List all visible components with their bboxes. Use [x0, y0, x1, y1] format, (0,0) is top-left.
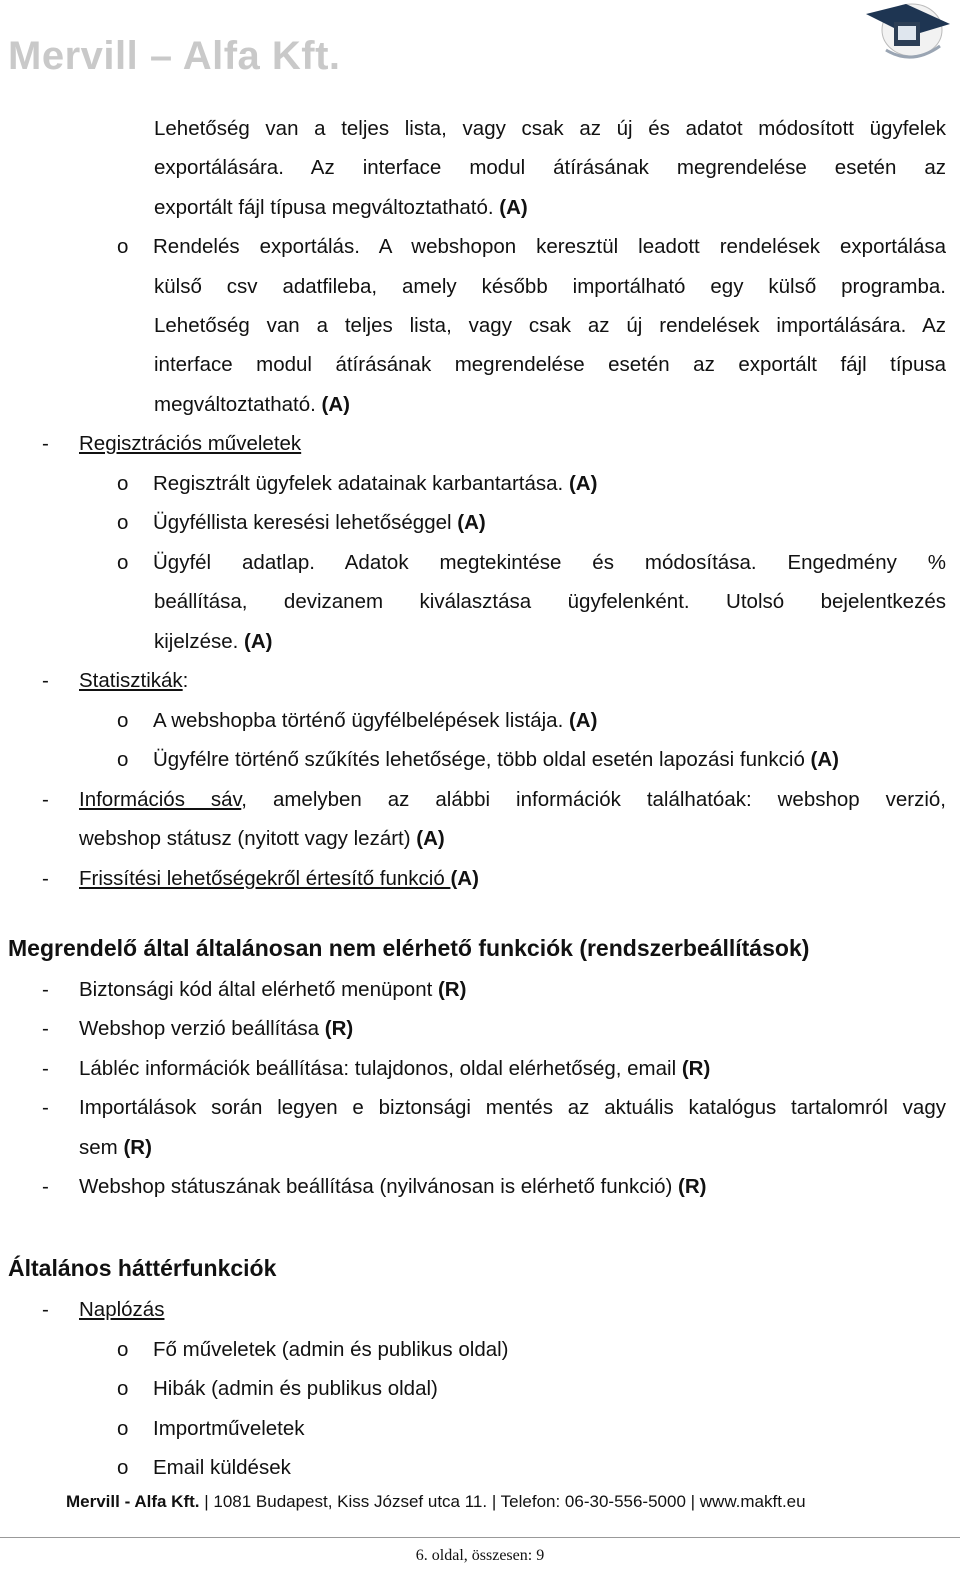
dash-marker: -	[42, 1096, 49, 1119]
paragraph-line: Lehetőség van a teljes lista, vagy csak az új és adatot módosított ügyfelek	[154, 117, 946, 140]
paragraph-line: megváltoztatható. (A)	[154, 393, 350, 416]
dash-marker: -	[42, 1298, 49, 1321]
page-number: 6. oldal, összesen: 9	[415, 1547, 545, 1564]
dash-marker: -	[42, 669, 49, 692]
bullet-marker: o	[117, 1338, 129, 1361]
bullet-marker: o	[117, 551, 129, 574]
bullet-marker: o	[117, 235, 129, 258]
paragraph-line: sem (R)	[79, 1136, 152, 1159]
dash-marker: -	[42, 788, 49, 811]
footer-company: Mervill - Alfa Kft.	[66, 1492, 200, 1511]
bullet-marker: o	[117, 748, 129, 771]
section-frissitesi: Frissítési lehetőségekről értesítő funkció (A)	[79, 867, 479, 890]
dash-marker: -	[42, 867, 49, 890]
section-informacios-sav: Információs sáv, amelyben az alábbi információk találhatóak: webshop verzió,	[79, 788, 946, 811]
paragraph-line: beállítása, devizanem kiválasztása ügyfelenként. Utolsó bejelentkezés	[154, 590, 946, 613]
list-item: Lábléc információk beállítása: tulajdonos, oldal elérhetőség, email (R)	[79, 1057, 711, 1080]
section-regisztracio: Regisztrációs műveletek	[79, 432, 302, 455]
footer-contact: | 1081 Budapest, Kiss József utca 11. | Telefon: 06-30-556-5000 | www.makft.eu	[199, 1492, 806, 1511]
paragraph-line: kijelzése. (A)	[154, 630, 273, 653]
paragraph-line: külső csv adatfileba, amely később importálható egy külső programba.	[154, 275, 946, 298]
list-item: Hibák (admin és publikus oldal)	[153, 1377, 438, 1400]
paragraph-line: interface modul átírásának megrendelése esetén az exportált fájl típusa	[154, 353, 946, 376]
list-item: Ügyfél adatlap. Adatok megtekintése és módosítása. Engedmény %	[153, 551, 946, 574]
page-footer	[66, 1492, 806, 1512]
section-naplozas: Naplózás	[79, 1298, 165, 1321]
bullet-marker: o	[117, 1417, 129, 1440]
list-item: Fő műveletek (admin és publikus oldal)	[153, 1338, 509, 1361]
bullet-marker: o	[117, 472, 129, 495]
list-item: Regisztrált ügyfelek adatainak karbantartása. (A)	[153, 472, 598, 495]
company-logo	[866, 0, 950, 70]
dash-marker: -	[42, 432, 49, 455]
list-item: Rendelés exportálás. A webshopon keresztül leadott rendelések exportálása	[153, 235, 946, 258]
bullet-marker: o	[117, 709, 129, 732]
bullet-marker: o	[117, 1456, 129, 1479]
list-item: Importálások során legyen e biztonsági mentés az aktuális katalógus tartalomról vagy	[79, 1096, 946, 1119]
list-item: Webshop státuszának beállítása (nyilvánosan is elérhető funkció) (R)	[79, 1175, 707, 1198]
list-item: Biztonsági kód által elérhető menüpont (R)	[79, 978, 467, 1001]
list-item: Email küldések	[153, 1456, 291, 1479]
paragraph-line: Lehetőség van a teljes lista, vagy csak az új rendelések importálására. Az	[154, 314, 946, 337]
bullet-marker: o	[117, 511, 129, 534]
list-item: Importműveletek	[153, 1417, 305, 1440]
section-statisztikak: Statisztikák:	[79, 669, 189, 692]
list-item: Ügyfélre történő szűkítés lehetősége, több oldal esetén lapozási funkció (A)	[153, 748, 840, 771]
dash-marker: -	[42, 1175, 49, 1198]
dash-marker: -	[42, 1057, 49, 1080]
paragraph-line: webshop státusz (nyitott vagy lezárt) (A)	[79, 827, 445, 850]
dash-marker: -	[42, 1017, 49, 1040]
paragraph-line: exportált fájl típusa megváltoztatható. (A)	[154, 196, 528, 219]
section-heading: Megrendelő által általánosan nem elérhető funkciók (rendszerbeállítások)	[8, 935, 810, 961]
paragraph-line: exportálására. Az interface modul átírásának megrendelése esetén az	[154, 156, 946, 179]
footer-divider	[0, 1537, 960, 1538]
dash-marker: -	[42, 978, 49, 1001]
bullet-marker: o	[117, 1377, 129, 1400]
header-title: Mervill – Alfa Kft.	[8, 34, 341, 78]
section-heading: Általános háttérfunkciók	[8, 1255, 277, 1281]
list-item: Ügyféllista keresési lehetőséggel (A)	[153, 511, 486, 534]
list-item: Webshop verzió beállítása (R)	[79, 1017, 354, 1040]
list-item: A webshopba történő ügyfélbelépések listája. (A)	[153, 709, 598, 732]
